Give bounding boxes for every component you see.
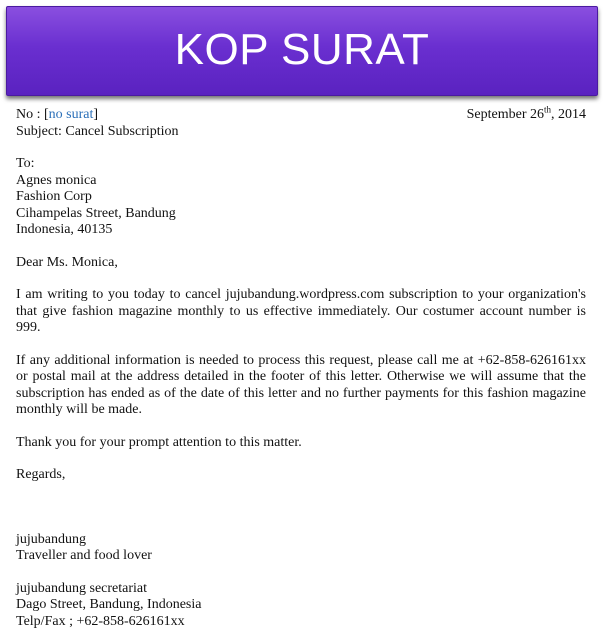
- to-label: To:: [16, 156, 35, 171]
- body-paragraph-1: I am writing to you today to cancel jujubandung.wordpress.com subscription to your organization's that give fashion magazine monthly to us effective immediately. Our costumer account number is 999.: [16, 287, 586, 335]
- recipient-name: Agnes monica: [16, 172, 97, 188]
- letterhead-title: KOP SURAT: [174, 24, 430, 74]
- body-paragraph-3: Thank you for your prompt attention to this matter.: [16, 434, 302, 450]
- body-paragraph-2: If any additional information is needed to process this request, please call me at +62-858-626161xx or postal mail at the address detailed in the footer of this letter. Otherwise we will assume that the subscription has ended as of the date of this letter and no further payments for this fashion magazine monthly will be made.: [16, 352, 586, 417]
- date-month-day: September 26: [466, 107, 544, 122]
- date-ordinal: th: [543, 104, 551, 115]
- letter-date: [466, 104, 586, 124]
- letter-number-suffix: ]: [93, 107, 99, 122]
- sender-name: jujubandung: [16, 531, 86, 547]
- salutation: Dear Ms. Monica,: [16, 254, 118, 270]
- recipient-company: Fashion Corp: [16, 189, 92, 204]
- letterhead-banner: [6, 6, 598, 96]
- number-date-row: [16, 104, 586, 124]
- footer-address: Dago Street, Bandung, Indonesia: [16, 597, 202, 612]
- recipient-street: Cihampelas Street, Bandung: [16, 205, 176, 221]
- letter-subject: Subject: Cancel Subscription: [16, 123, 179, 139]
- letter-number-prefix: No : [: [16, 107, 49, 122]
- date-year: , 2014: [551, 107, 586, 122]
- footer-organization: jujubandung secretariat: [16, 580, 148, 596]
- recipient-country: Indonesia, 40135: [16, 222, 113, 237]
- letter-body: [16, 104, 586, 630]
- letter-number: [16, 107, 98, 124]
- footer-phone: Telp/Fax ; +62-858-626161xx: [16, 613, 185, 629]
- letter-number-placeholder[interactable]: no surat: [48, 107, 94, 122]
- closing: Regards,: [16, 467, 66, 482]
- sender-title: Traveller and food lover: [16, 548, 152, 563]
